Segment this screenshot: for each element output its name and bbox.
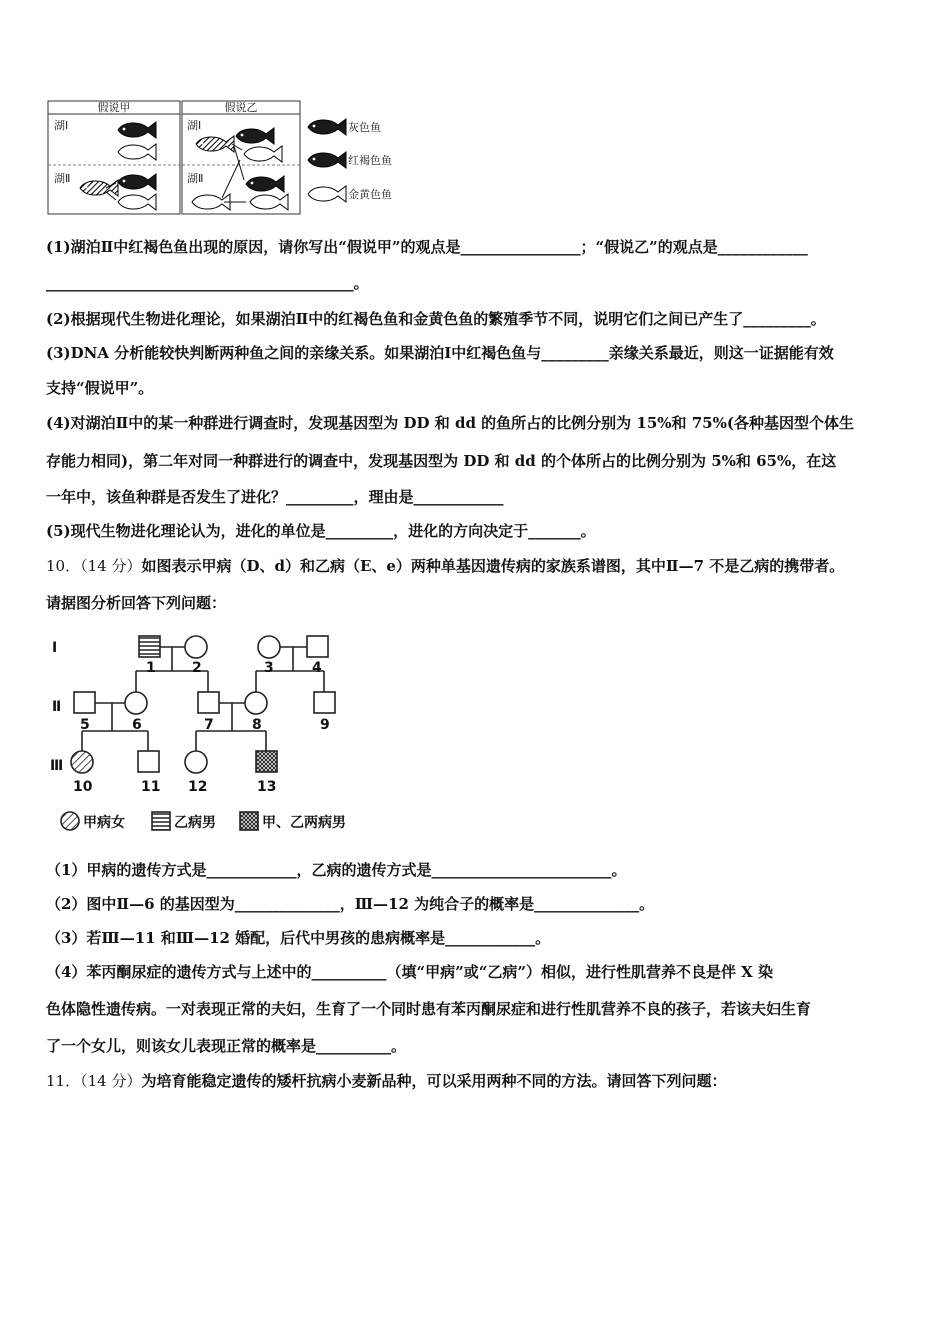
q10-sub2: （2）图中Ⅱ—6 的基因型为______________，Ⅲ—12 为纯合子的概率是______________。: [46, 895, 655, 913]
q11-number: 11．（14 分）: [46, 1072, 142, 1090]
legend-jia-female-label: 甲病女: [83, 815, 125, 831]
id-label-11: 11: [141, 779, 161, 795]
legend-gold-fish-icon: [308, 186, 346, 202]
panel-b-lake2-label: 湖Ⅱ: [187, 172, 204, 185]
legend-yi-male-label: 乙病男: [174, 815, 216, 831]
legend-gray-fish-icon: [308, 119, 346, 135]
legend-red-fish-label: 红褐色鱼: [348, 154, 392, 167]
q9-part4-line2: 存能力相同)，第二年对同一种群进行的调查中，发现基因型为 DD 和 dd 的个体所占的比例分别为 5%和 65%，在这: [46, 452, 837, 470]
q11-stem-text: 为培育能稳定遗传的矮杆抗病小麦新品种，可以采用两种不同的方法。请回答下列问题：: [141, 1072, 727, 1090]
q9-part4-line1: (4)对湖泊Ⅱ中的某一种群进行调查时，发现基因型为 DD 和 dd 的鱼所占的比例分别为 15%和 75%(各种基因型个体生: [46, 414, 854, 432]
generation-label-2: Ⅱ: [52, 699, 62, 715]
q9-part2: (2)根据现代生物进化理论，如果湖泊Ⅱ中的红褐色鱼和金黄色鱼的繁殖季节不同，说明它们之间已产生了_________。: [46, 310, 826, 328]
individual-7: [198, 692, 219, 713]
id-label-4: 4: [312, 660, 322, 676]
id-label-8: 8: [252, 717, 262, 733]
q10-sub4-line3: 了一个女儿，则该女儿表现正常的概率是__________。: [46, 1037, 407, 1055]
q10-sub4-line2: 色体隐性遗传病。一对表现正常的夫妇，生育了一个同时患有苯丙酮尿症和进行性肌营养不良的孩子，若该夫妇生育: [46, 1000, 812, 1018]
individual-1: [139, 636, 160, 657]
individual-5: [74, 692, 95, 713]
individual-4: [307, 636, 328, 657]
individual-13: [256, 751, 277, 772]
legend-both-male-label: 甲、乙两病男: [262, 815, 346, 831]
q10-number: 10．（14 分）: [46, 557, 142, 575]
fish-hypothesis-figure: [46, 98, 406, 218]
legend-red-fish-icon: [308, 152, 346, 168]
id-label-2: 2: [192, 660, 202, 676]
id-label-7: 7: [204, 717, 214, 733]
id-label-5: 5: [80, 717, 90, 733]
generation-label-1: Ⅰ: [52, 640, 58, 656]
individual-9: [314, 692, 335, 713]
id-label-1: 1: [146, 660, 156, 676]
q10-sub3: （3）若Ⅲ—11 和Ⅲ—12 婚配，后代中男孩的患病概率是____________。: [46, 929, 551, 947]
generation-label-3: Ⅲ: [50, 758, 64, 774]
q9-part1-line1: (1)湖泊Ⅱ中红褐色鱼出现的原因，请你写出“假说甲”的观点是________________；“假说乙”的观点是____________: [46, 238, 808, 256]
id-label-3: 3: [264, 660, 274, 676]
legend-yi-male-icon: [152, 812, 170, 830]
panel-a-lake2-label: 湖Ⅱ: [54, 172, 71, 185]
individual-11: [138, 751, 159, 772]
individual-8: [245, 692, 267, 714]
panel-b-lake1-label: 湖Ⅰ: [187, 119, 202, 132]
q9-part1-line2: _________________________________________。: [46, 274, 369, 292]
panel-b-title: 假说乙: [224, 101, 258, 114]
q10-sub4-line1: （4）苯丙酮尿症的遗传方式与上述中的__________（填“甲病”或“乙病”）相似，进行性肌营养不良是伴 X 染: [46, 963, 774, 981]
legend-both-male-icon: [240, 812, 258, 830]
legend-gray-fish-label: 灰色鱼: [348, 121, 381, 134]
individual-6: [125, 692, 147, 714]
q10-stem-text: 如图表示甲病（D、d）和乙病（E、e）两种单基因遗传病的家族系谱图，其中Ⅱ—7 不是乙病的携带者。: [141, 557, 845, 575]
id-label-10: 10: [73, 779, 93, 795]
id-label-13: 13: [257, 779, 277, 795]
q10-stem-line2: 请据图分析回答下列问题：: [46, 594, 227, 612]
q9-part3-line1: (3)DNA 分析能较快判断两种鱼之间的亲缘关系。如果湖泊Ⅰ中红褐色鱼与_________亲缘关系最近，则这一证据能有效: [46, 344, 834, 362]
legend-jia-female-icon: [61, 812, 79, 830]
q11-stem: [46, 1071, 726, 1091]
q9-part3-line2: 支持“假说甲”。: [46, 379, 154, 397]
pedigree-chart: [46, 628, 376, 838]
id-label-6: 6: [132, 717, 142, 733]
id-label-9: 9: [320, 717, 330, 733]
individual-3: [258, 636, 280, 658]
q9-part5: (5)现代生物进化理论认为，进化的单位是_________，进化的方向决定于_______。: [46, 522, 596, 540]
q10-stem-line1: [46, 556, 844, 576]
legend-gold-fish-label: 金黄色鱼: [348, 188, 392, 201]
panel-a-title: 假说甲: [97, 101, 131, 114]
id-label-12: 12: [188, 779, 208, 795]
individual-10: [71, 751, 93, 773]
q9-part4-line3: 一年中，该鱼种群是否发生了进化？_________，理由是____________: [46, 488, 504, 506]
panel-a-lake1-label: 湖Ⅰ: [54, 119, 69, 132]
q10-sub1: （1）甲病的遗传方式是____________，乙病的遗传方式是________________________。: [46, 861, 627, 879]
individual-2: [185, 636, 207, 658]
individual-12: [185, 751, 207, 773]
